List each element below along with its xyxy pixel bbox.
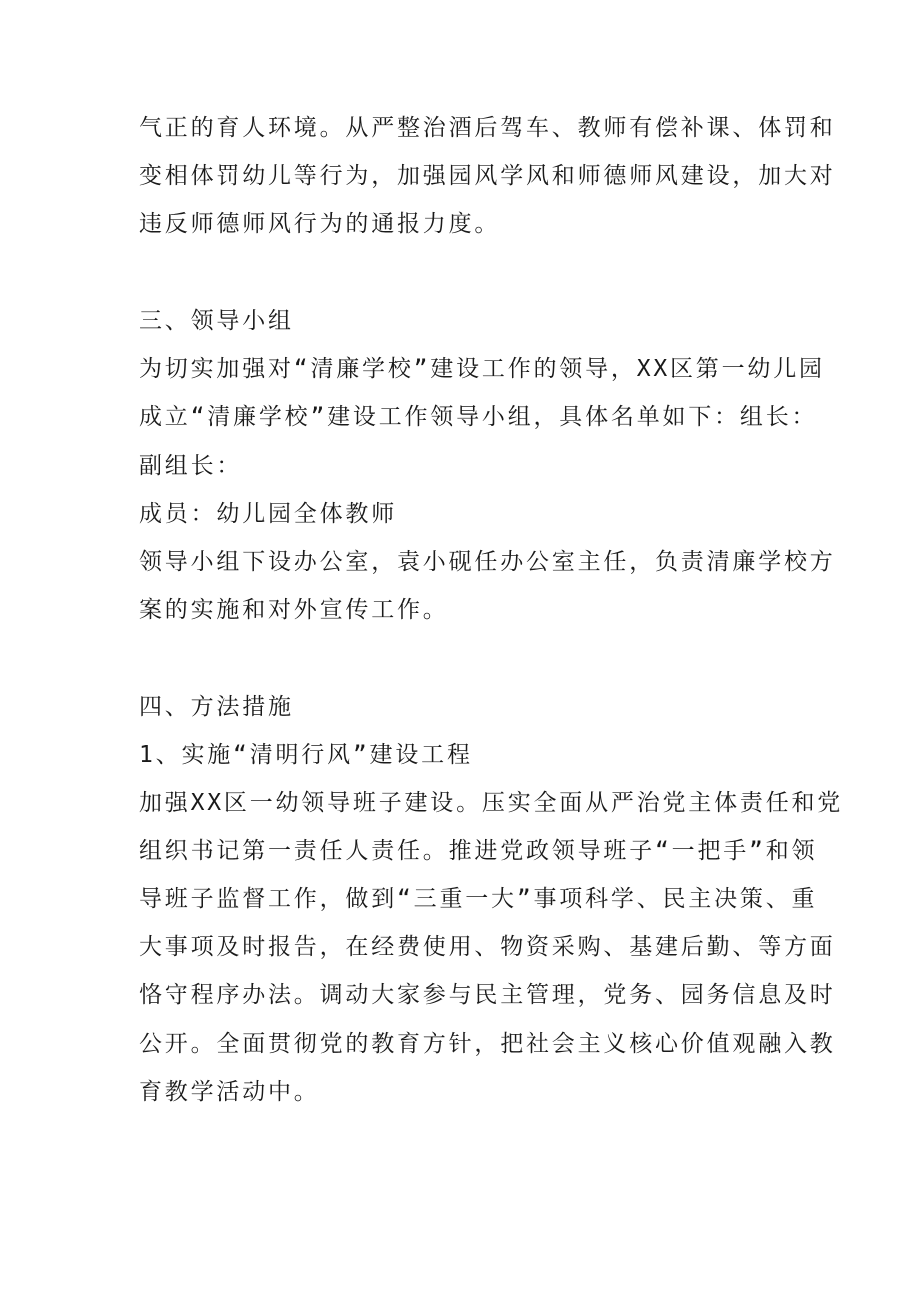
section3-line-1: 为切实加强对“清廉学校”建设工作的领导，XX区第一幼儿园 [139, 356, 825, 382]
section3-line-4: 成员：幼儿园全体教师 [139, 501, 397, 527]
section4-line-7: 育教学活动中。 [139, 1079, 320, 1105]
section3-heading: 三、领导小组 [139, 308, 294, 334]
intro-line-2: 变相体罚幼儿等行为，加强园风学风和师德师风建设，加大对 [139, 163, 836, 189]
section4-line-5: 恪守程序办法。调动大家参与民主管理，党务、园务信息及时 [139, 982, 836, 1008]
section3-line-6: 案的实施和对外宣传工作。 [139, 597, 449, 623]
section4-line-4: 大事项及时报告，在经费使用、物资采购、基建后勤、等方面 [139, 934, 836, 960]
intro-line-1: 气正的育人环境。从严整治酒后驾车、教师有偿补课、体罚和 [139, 115, 836, 141]
section4-subheading: 1、实施“清明行风”建设工程 [139, 742, 473, 768]
section3-line-5: 领导小组下设办公室，袁小砚任办公室主任，负责清廉学校方 [139, 549, 836, 575]
section3-line-2: 成立“清廉学校”建设工作领导小组，具体名单如下：组长： [139, 404, 818, 430]
section4-line-6: 公开。全面贯彻党的教育方针，把社会主义核心价值观融入教 [139, 1031, 836, 1057]
section3-line-3: 副组长： [139, 453, 243, 479]
intro-line-3: 违反师德师风行为的通报力度。 [139, 211, 501, 237]
section4-line-1: 加强XX区一幼领导班子建设。压实全面从严治党主体责任和党 [139, 790, 844, 816]
section4-heading: 四、方法措施 [139, 694, 294, 720]
section4-line-2: 组织书记第一责任人责任。推进党政领导班子“一把手”和领 [139, 838, 818, 864]
section4-line-3: 导班子监督工作，做到“三重一大”事项科学、民主决策、重 [139, 886, 818, 912]
